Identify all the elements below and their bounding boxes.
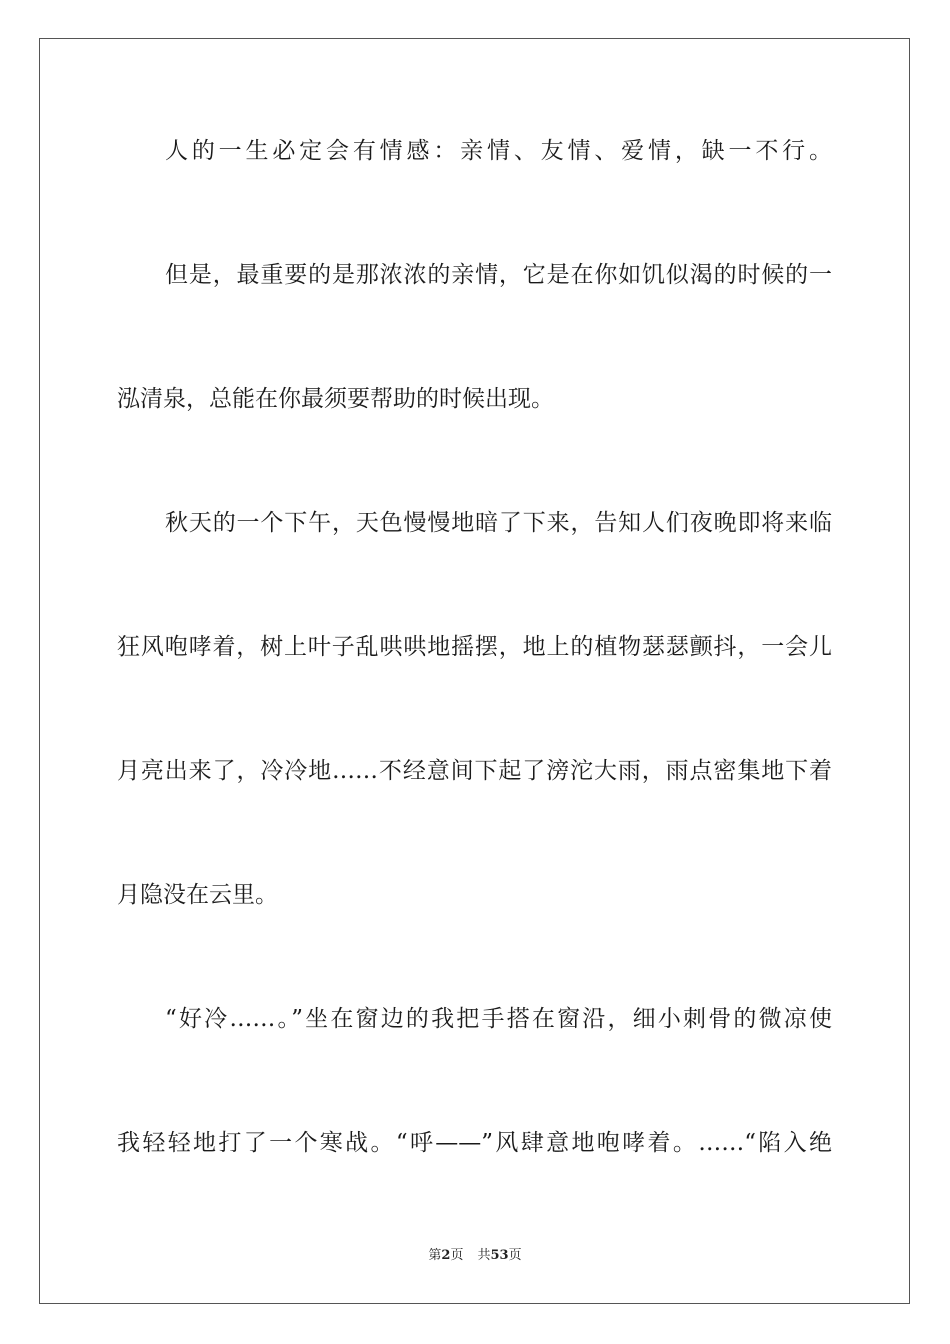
paragraph-line-4: 秋天的一个下午，天色慢慢地暗了下来，告知人们夜晚即将来临 [165, 510, 832, 536]
page-prefix: 第 [428, 1248, 442, 1263]
paragraph-line-3: 泓清泉，总能在你最须要帮助的时候出现。 [117, 386, 554, 412]
total-page-count: 53 [490, 1248, 509, 1263]
paragraph-line-6: 月亮出来了，冷冷地……不经意间下起了滂沱大雨，雨点密集地下着 [117, 758, 832, 784]
paragraph-line-1: 人的一生必定会有情感：亲情、友情、爱情，缺一不行。 [165, 138, 832, 164]
paragraph-line-2: 但是，最重要的是那浓浓的亲情，它是在你如饥似渴的时候的一 [165, 262, 832, 288]
current-page-number: 2 [441, 1248, 451, 1263]
total-prefix: 共 [477, 1248, 491, 1263]
total-suffix: 页 [508, 1248, 522, 1263]
paragraph-line-7: 月隐没在云里。 [117, 882, 278, 908]
page-border [39, 38, 910, 1304]
page-footer [0, 1247, 950, 1265]
paragraph-line-8: “好冷……。”坐在窗边的我把手搭在窗沿，细小刺骨的微凉使 [165, 1006, 832, 1032]
page-suffix: 页 [450, 1248, 464, 1263]
paragraph-line-5: 狂风咆哮着，树上叶子乱哄哄地摇摆，地上的植物瑟瑟颤抖，一会儿 [117, 634, 832, 660]
paragraph-line-9: 我轻轻地打了一个寒战。“呼——”风肆意地咆哮着。……“陷入绝 [117, 1130, 832, 1156]
